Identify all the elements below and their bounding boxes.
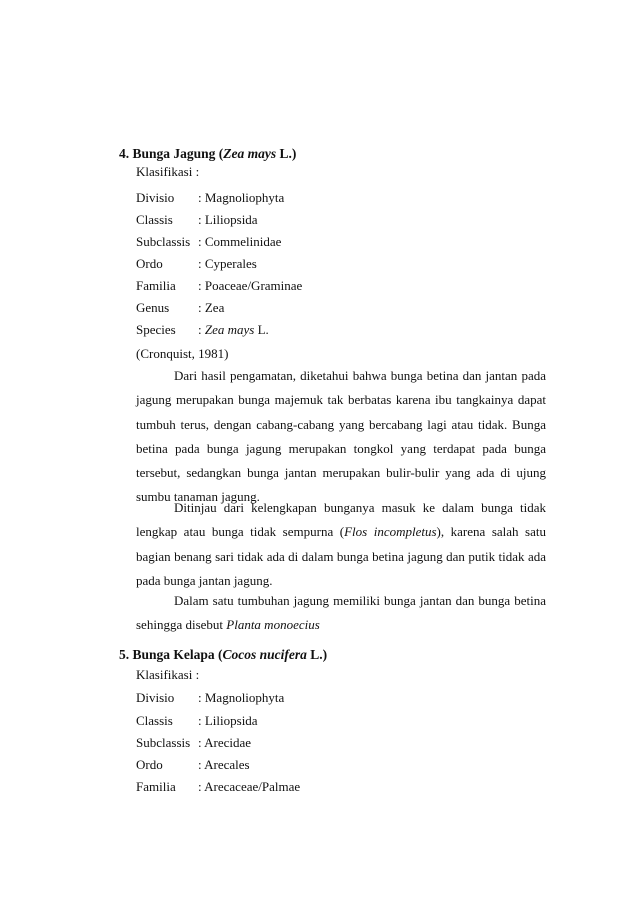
heading-text-end: L.) bbox=[306, 647, 328, 662]
taxonomy-value: : Arecaceae/Palmae bbox=[198, 779, 301, 794]
klasifikasi-label: Klasifikasi : bbox=[136, 667, 200, 682]
paragraph-text: Dari hasil pengamatan, diketahui bahwa bunga betina dan jantan pada jagung merupakan bunga majemuk tak berbatas karena ibu tangkainya dapat tumbuh terus, dengan cabang-cabang yang bercabang lagi atau tidak. Bunga betina pada bunga jagung merupakan tongkol yang terdapat pada bunga tersebut, sedangkan bunga jantan merupakan bulir-bulir yang ada di ujung sumbu tanaman jagung. bbox=[136, 368, 546, 505]
species-latin-name: Zea mays bbox=[204, 322, 255, 337]
taxonomy-key: Ordo bbox=[136, 256, 163, 271]
taxonomy-row bbox=[136, 734, 251, 752]
taxonomy-key: Ordo bbox=[136, 757, 163, 772]
paragraph bbox=[136, 589, 546, 638]
taxonomy-row-species bbox=[136, 321, 269, 339]
paragraph-latin-term: Planta monoecius bbox=[226, 617, 320, 633]
section-4-heading bbox=[119, 145, 296, 163]
taxonomy-value: : Poaceae/Graminae bbox=[198, 278, 303, 293]
taxonomy-key: Species bbox=[136, 322, 176, 337]
taxonomy-key: Familia bbox=[136, 779, 176, 794]
species-colon: : bbox=[198, 322, 205, 337]
taxonomy-value: : Liliopsida bbox=[198, 713, 258, 728]
paragraph bbox=[136, 496, 546, 593]
taxonomy-key: Classis bbox=[136, 212, 173, 227]
heading-text: Bunga Jagung ( bbox=[132, 146, 224, 161]
heading-text-end: L.) bbox=[276, 146, 297, 161]
klasifikasi-label: Klasifikasi : bbox=[136, 164, 200, 179]
heading-latin-name: Zea mays bbox=[223, 146, 277, 161]
taxonomy-row bbox=[136, 756, 250, 774]
taxonomy-row bbox=[136, 299, 224, 317]
paragraph-text: Ditinjau dari kelengkapan bunganya masuk ke dalam bunga tidak lengkap atau bunga tidak sempurna ( bbox=[136, 500, 546, 540]
taxonomy-value: : Arecidae bbox=[198, 735, 252, 750]
taxonomy-key: Subclassis bbox=[136, 735, 191, 750]
taxonomy-value: : Magnoliophyta bbox=[198, 690, 285, 705]
taxonomy-value: : Liliopsida bbox=[198, 212, 258, 227]
taxonomy-key: Divisio bbox=[136, 690, 175, 705]
taxonomy-value: : Zea bbox=[198, 300, 225, 315]
taxonomy-row bbox=[136, 778, 300, 796]
taxonomy-row bbox=[136, 189, 284, 207]
taxonomy-key: Classis bbox=[136, 713, 173, 728]
taxonomy-value: : Commelinidae bbox=[198, 234, 282, 249]
taxonomy-key: Genus bbox=[136, 300, 170, 315]
taxonomy-key: Familia bbox=[136, 278, 176, 293]
paragraph bbox=[136, 364, 546, 510]
section-number: 4. bbox=[119, 146, 130, 161]
taxonomy-key: Divisio bbox=[136, 190, 175, 205]
section-5-heading bbox=[119, 646, 327, 664]
heading-latin-name: Cocos nucifera bbox=[222, 647, 307, 662]
taxonomy-value bbox=[198, 321, 269, 339]
taxonomy-row bbox=[136, 277, 302, 295]
taxonomy-row bbox=[136, 211, 258, 229]
paragraph-text: ), karena salah satu bagian benang sari tidak ada di dalam bunga betina jagung dan putik tidak ada pada bunga jantan jagung. bbox=[136, 524, 547, 588]
species-author: L. bbox=[254, 322, 269, 337]
taxonomy-value: : Magnoliophyta bbox=[198, 190, 285, 205]
taxonomy-row bbox=[136, 233, 281, 251]
taxonomy-value: : Cyperales bbox=[198, 256, 257, 271]
paragraph-latin-term: Flos incompletus bbox=[344, 524, 437, 540]
taxonomy-key: Subclassis bbox=[136, 234, 191, 249]
taxonomy-row bbox=[136, 255, 257, 273]
section-number: 5. bbox=[119, 647, 130, 662]
citation: (Cronquist, 1981) bbox=[136, 346, 229, 361]
heading-text: Bunga Kelapa ( bbox=[132, 647, 223, 662]
paragraph-text: Dalam satu tumbuhan jagung memiliki bunga jantan dan bunga betina sehingga disebut bbox=[136, 593, 546, 633]
taxonomy-row bbox=[136, 712, 258, 730]
taxonomy-row bbox=[136, 689, 284, 707]
taxonomy-value: : Arecales bbox=[198, 757, 250, 772]
